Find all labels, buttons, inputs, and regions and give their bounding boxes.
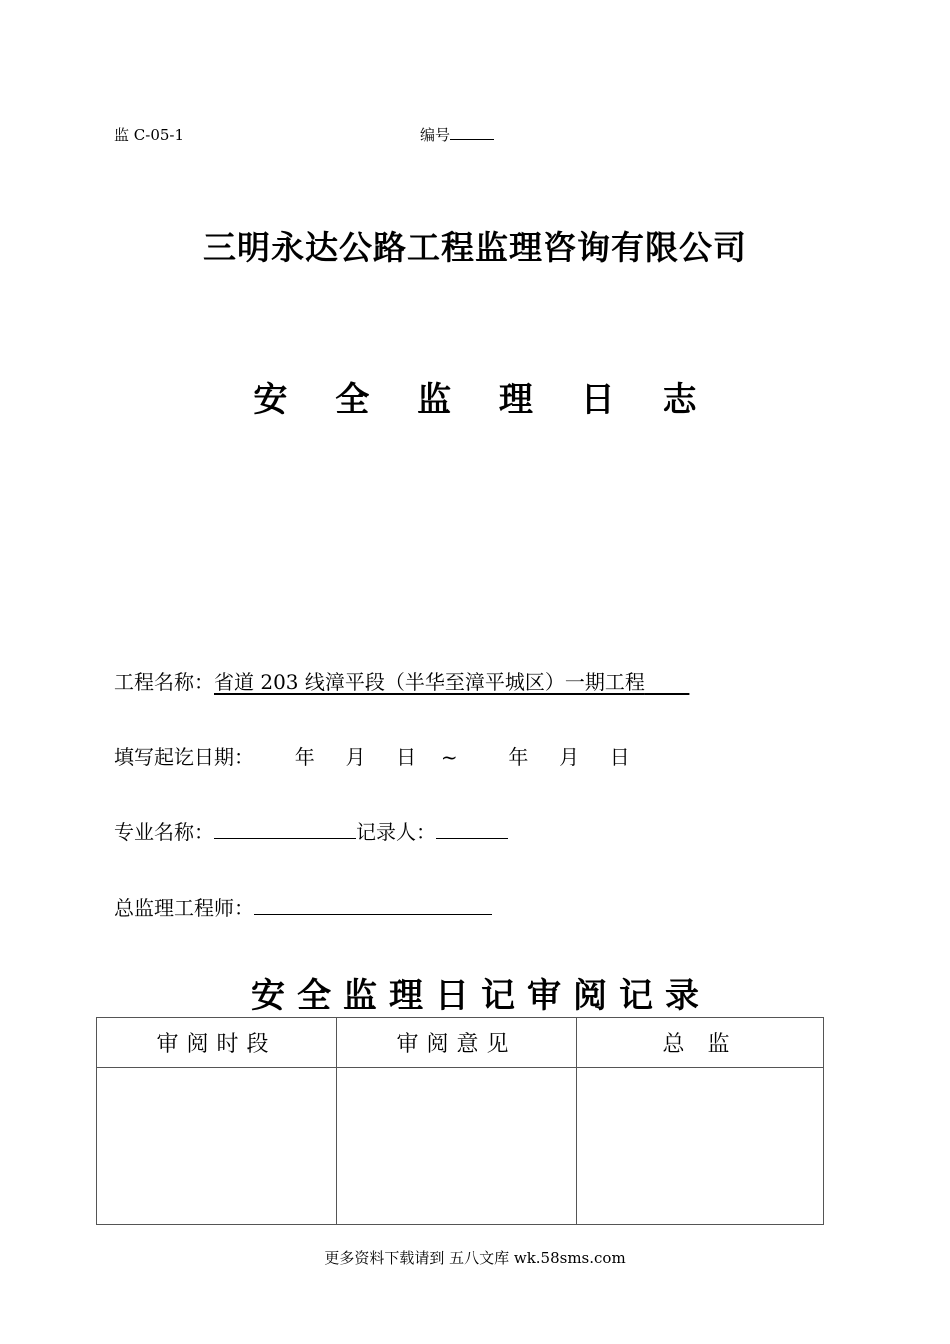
review-opinion-cell[interactable] <box>337 1068 577 1225</box>
major-blank[interactable] <box>214 824 356 839</box>
recorder-blank[interactable] <box>436 824 508 839</box>
review-period-cell[interactable] <box>97 1068 337 1225</box>
chief-supervisor-header: 总 监 <box>577 1018 824 1068</box>
major-label: 专业名称： <box>114 820 214 844</box>
start-year-label[interactable]: 年 <box>294 745 315 769</box>
end-month-label[interactable]: 月 <box>559 745 580 769</box>
chief-supervisor-cell[interactable] <box>577 1068 824 1225</box>
start-day-label[interactable]: 日 <box>396 745 417 769</box>
project-name-field <box>114 666 689 695</box>
recorder-label: 记录人： <box>356 820 436 844</box>
document-number-blank[interactable] <box>450 125 494 140</box>
start-month-label[interactable]: 月 <box>345 745 366 769</box>
end-year-label[interactable]: 年 <box>508 745 529 769</box>
major-recorder-field <box>114 816 508 845</box>
date-separator: ~ <box>440 745 458 769</box>
form-code: 监 C-05-1 <box>114 126 185 144</box>
project-name-value[interactable] <box>214 670 689 694</box>
footer-download-note: 更多资料下载请到 五八文库 wk.58sms.com <box>324 1249 626 1267</box>
date-range-label: 填写起讫日期： <box>114 745 254 769</box>
chief-engineer-label: 总监理工程师： <box>114 896 254 920</box>
review-entry-row <box>97 1068 824 1225</box>
company-name: 三明永达公路工程监理咨询有限公司 <box>203 228 747 267</box>
document-number-label: 编号 <box>420 126 451 144</box>
date-range-field <box>114 741 630 770</box>
project-name-label: 工程名称： <box>114 670 214 694</box>
review-record-title: 安全监理日记审阅记录 <box>251 976 711 1016</box>
document-number <box>420 124 494 145</box>
review-period-header: 审阅时段 <box>97 1018 337 1068</box>
end-day-label[interactable]: 日 <box>609 745 630 769</box>
document-title: 安 全 监 理 日 志 <box>253 380 715 420</box>
review-record-table <box>96 1017 824 1225</box>
chief-engineer-field <box>114 892 492 921</box>
chief-engineer-blank[interactable] <box>254 900 492 915</box>
review-header-row <box>97 1018 824 1068</box>
project-name-text: 省道 203 线漳平段（半华至漳平城区）一期工程 <box>214 670 645 694</box>
review-opinion-header: 审阅意见 <box>337 1018 577 1068</box>
